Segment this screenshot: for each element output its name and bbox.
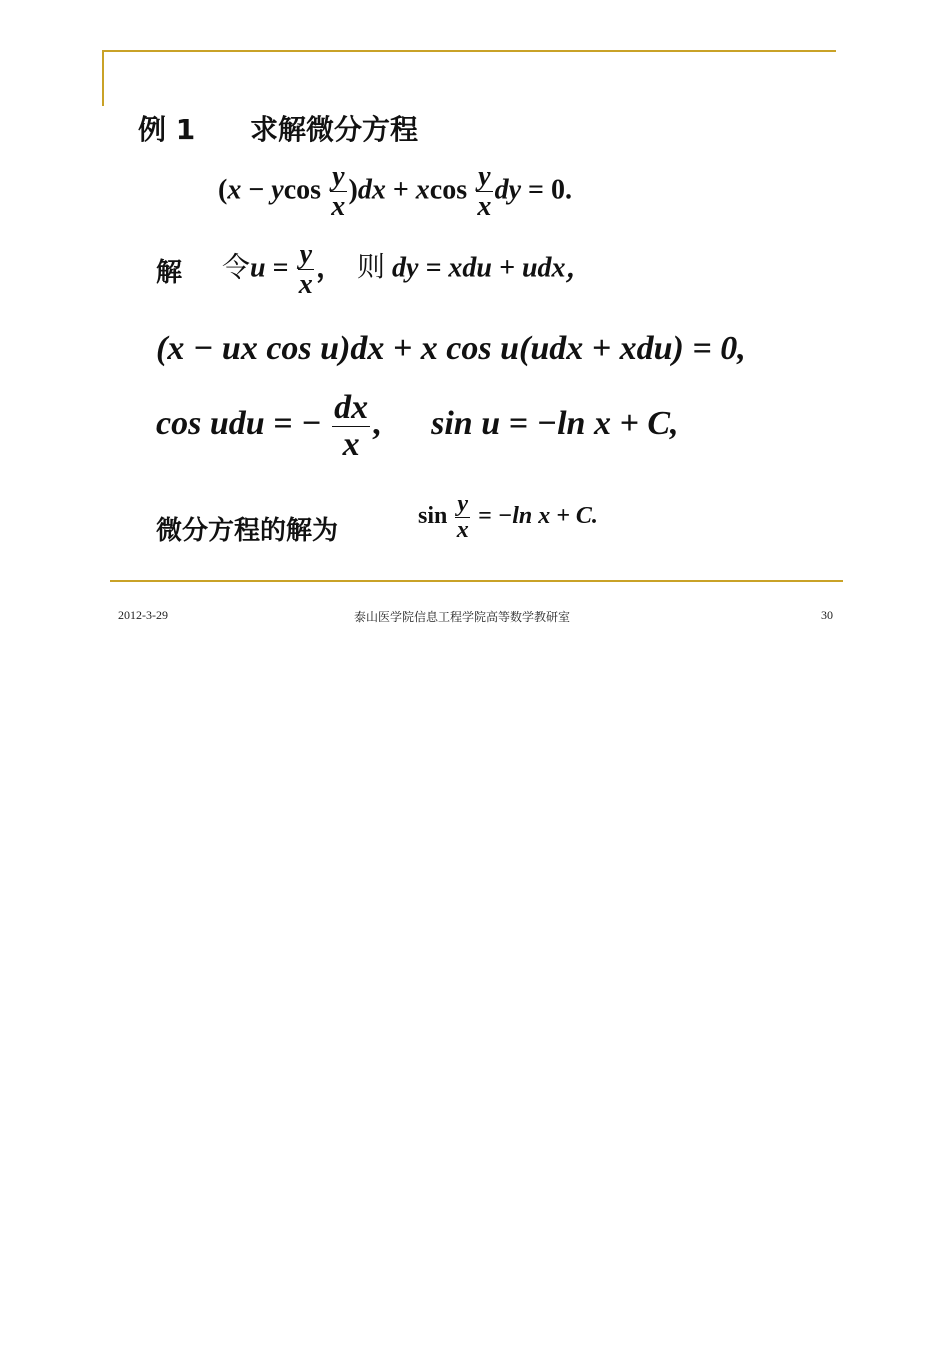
footer-institution: 泰山医学院信息工程学院高等数学教研室 [354, 610, 571, 624]
final-solution: sin $\frac{y}{x}$ = −ln x + C. [418, 491, 598, 544]
footer-date: 2012-3-29 [118, 608, 168, 622]
fraction-final: $\frac{y}{x}$ [456, 491, 469, 544]
footer-page-number: 30 [821, 608, 833, 622]
separated-equation: cos udu = − $\frac{dx}{x}$ , sin u = −ln x + C, [156, 389, 679, 463]
fraction-y-over-x: $\frac{y}{x}$ [331, 161, 346, 223]
left-rule [102, 50, 104, 106]
solution-label: 解 [156, 258, 183, 288]
fraction-u: $\frac{y}{x}$ [298, 239, 313, 301]
example-title: 求解微分方程 [250, 113, 419, 146]
final-label: 微分方程的解为 [156, 516, 339, 546]
top-rule [103, 50, 836, 52]
fraction-dx-over-x: $\frac{dx}{x}$ [334, 389, 369, 463]
example-label: 例 1 [138, 113, 196, 146]
fraction-y-over-x-2: $\frac{y}{x}$ [477, 161, 492, 223]
problem-equation: (x − ycos $\frac{y}{x}$ )dx + xcos $\frac{y}{x}$ dy = 0. [218, 161, 572, 223]
bottom-rule [110, 580, 843, 582]
substitution-line: 令u = $\frac{y}{x}$ ， 则 dy = xdu + udx， [222, 239, 594, 301]
expanded-equation: (x − ux cos u)dx + x cos u(udx + xdu) = 0, [156, 330, 746, 367]
